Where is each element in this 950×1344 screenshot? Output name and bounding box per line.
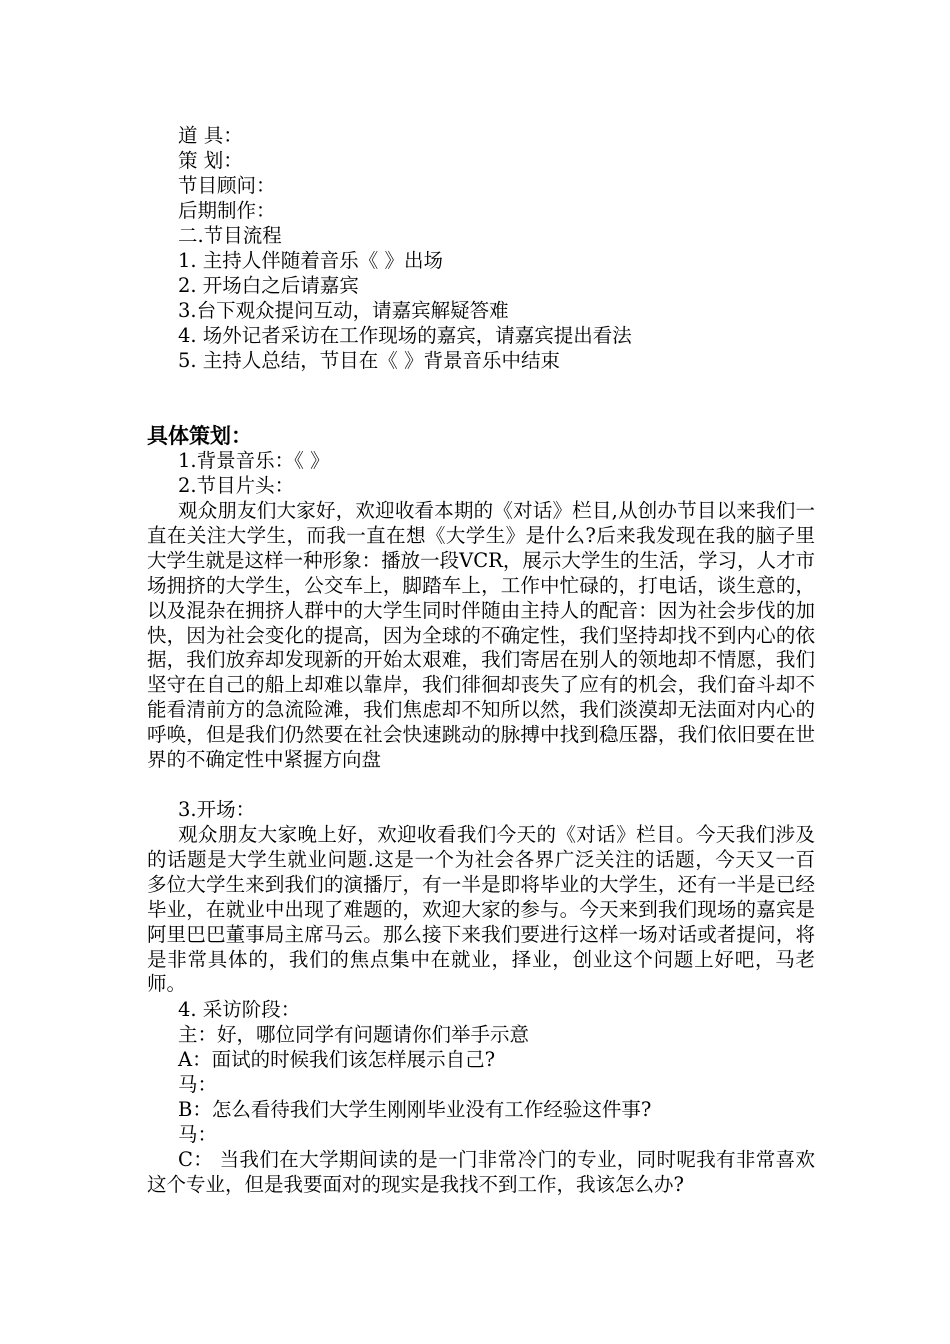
dialogue-question-a: A：面试的时候我们该怎样展示自己? (178, 1048, 496, 1071)
crew-post-production: 后期制作： (178, 199, 276, 222)
flow-step-1: 1. 主持人伴随着音乐《 》出场 (178, 249, 444, 272)
flow-step-4: 4. 场外记者采访在工作现场的嘉宾，请嘉宾提出看法 (178, 324, 632, 347)
plan-heading: 具体策划： (147, 424, 252, 448)
plan-music: 1.背景音乐：《 》 (178, 449, 330, 472)
dialogue-host: 主：好，哪位同学有问题请你们举手示意 (178, 1023, 530, 1046)
plan-intro-label: 2.节目片头： (178, 474, 295, 497)
crew-props: 道 具： (178, 124, 243, 147)
dialogue-question-b: B：怎么看待我们大学生刚刚毕业没有工作经验这件事? (178, 1098, 652, 1121)
crew-consultant: 节目顾问： (178, 174, 276, 197)
plan-opening-label: 3.开场： (178, 798, 256, 821)
dialogue-answer-b: 马： (178, 1123, 218, 1146)
crew-planning: 策 划： (178, 149, 243, 172)
dialogue-question-c: C： 当我们在大学期间读的是一门非常冷门的专业，同时呢我有非常喜欢这个专业，但是我要面对的现实是我找不到工作，我该怎么办? (147, 1148, 815, 1196)
plan-intro-text: 观众朋友们大家好，欢迎收看本期的《对话》栏目,从创办节目以来我们一直在关注大学生，而我一直在想《大学生》是什么?后来我发现在我的脑子里大学生就是这样一种形象：播放一段VCR，展示大学生的生活，学习，人才市场拥挤的大学生，公交车上，脚踏车上，工作中忙碌的，打电话，谈生意的，以及混杂在拥挤人群中的大学生同时伴随由主持人的配音：因为社会步伐的加快，因为社会变化的提高，因为全球的不确定性，我们坚持却找不到内心的依据，我们放弃却发现新的开始太艰难，我们寄居在别人的领地却不情愿，我们坚守在自己的船上却难以靠岸，我们徘徊却丧失了应有的机会，我们奋斗却不能看清前方的急流险滩，我们焦虑却不知所以然，我们淡漠却无法面对内心的呼唤，但是我们仍然要在社会快速跳动的脉搏中找到稳压器，我们依旧要在世界的不确定性中紧握方向盘 (147, 499, 815, 772)
flow-title: 二.节目流程 (178, 224, 282, 247)
plan-interview-label: 4. 采访阶段： (178, 998, 301, 1021)
dialogue-answer-a: 马： (178, 1073, 218, 1096)
flow-step-3: 3.台下观众提问互动，请嘉宾解疑答难 (178, 299, 509, 322)
flow-step-2: 2. 开场白之后请嘉宾 (178, 274, 359, 297)
flow-step-5: 5. 主持人总结，节目在《 》背景音乐中结束 (178, 349, 561, 372)
plan-opening-text: 观众朋友大家晚上好，欢迎收看我们今天的《对话》栏目。今天我们涉及的话题是大学生就业问题.这是一个为社会各界广泛关注的话题，今天又一百多位大学生来到我们的演播厅，有一半是即将毕业的大学生，还有一半是已经毕业，在就业中出现了难题的，欢迎大家的参与。今天来到我们现场的嘉宾是阿里巴巴董事局主席马云。那么接下来我们要进行这样一场对话或者提问，将是非常具体的，我们的焦点集中在就业，择业，创业这个问题上好吧，马老师。 (147, 823, 815, 996)
